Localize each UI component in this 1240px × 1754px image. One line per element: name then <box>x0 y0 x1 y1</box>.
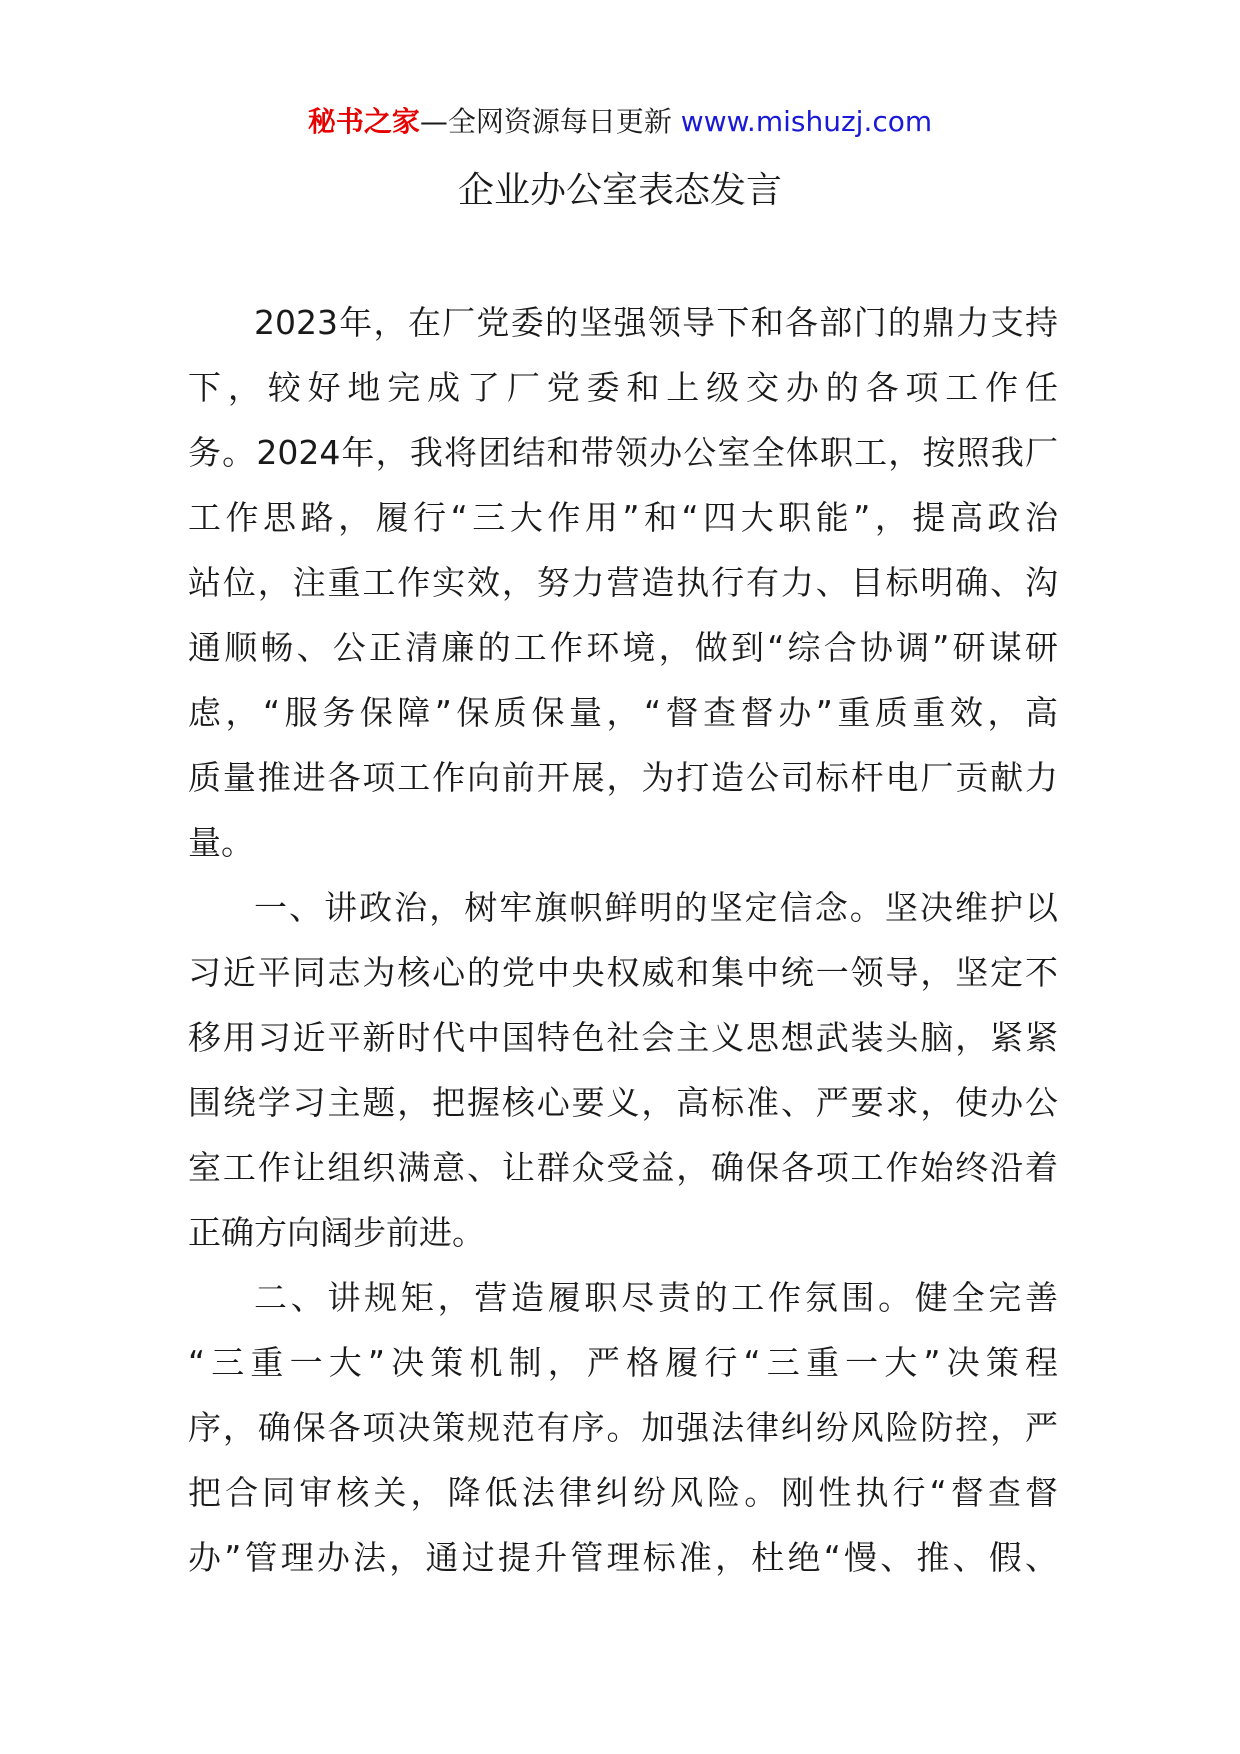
text-line: 质量推进各项工作向前开展，为打造公司标杆电厂贡献力 <box>188 758 1058 797</box>
text-line: 虑，“服务保障”保质保量，“督查督办”重质重效，高 <box>188 693 1058 732</box>
text-line: 把合同审核关，降低法律纠纷风险。刚性执行“督查督 <box>188 1473 1058 1512</box>
text-line: 工作思路，履行“三大作用”和“四大职能”，提高政治 <box>188 498 1058 537</box>
text-line: 下，较好地完成了厂党委和上级交办的各项工作任 <box>188 368 1058 407</box>
section-heading-line: 一、讲政治，树牢旗帜鲜明的坚定信念。坚决维护以 <box>254 888 1058 927</box>
text-line: “三重一大”决策机制，严格履行“三重一大”决策程 <box>188 1343 1058 1382</box>
site-header <box>0 102 1240 142</box>
site-url-link[interactable]: www.mishuzj.com <box>680 105 933 138</box>
document-body <box>188 290 1058 1590</box>
text-line: 量。 <box>188 823 254 862</box>
section-heading-line: 二、讲规矩，营造履职尽责的工作氛围。健全完善 <box>254 1278 1058 1317</box>
text-line: 正确方向阔步前进。 <box>188 1213 485 1252</box>
document-title: 企业办公室表态发言 <box>457 170 782 211</box>
text-line: 通顺畅、公正清廉的工作环境，做到“综合协调”研谋研 <box>188 628 1058 667</box>
text-line: 办”管理办法，通过提升管理标准，杜绝“慢、推、假、 <box>188 1538 1058 1577</box>
text-line: 习近平同志为核心的党中央权威和集中统一领导，坚定不 <box>188 953 1058 992</box>
text-line: 务。2024年，我将团结和带领办公室全体职工，按照我厂 <box>188 433 1058 472</box>
brand-name: 秘书之家 <box>307 105 420 138</box>
header-slogan: —全网资源每日更新 <box>419 105 672 138</box>
text-line: 室工作让组织满意、让群众受益，确保各项工作始终沿着 <box>188 1148 1058 1187</box>
text-line: 序，确保各项决策规范有序。加强法律纠纷风险防控，严 <box>188 1408 1058 1447</box>
text-line: 2023年，在厂党委的坚强领导下和各部门的鼎力支持 <box>254 303 1058 342</box>
text-line: 围绕学习主题，把握核心要义，高标准、严要求，使办公 <box>188 1083 1058 1122</box>
text-line: 站位，注重工作实效，努力营造执行有力、目标明确、沟 <box>188 563 1058 602</box>
text-line: 移用习近平新时代中国特色社会主义思想武装头脑，紧紧 <box>188 1018 1058 1057</box>
